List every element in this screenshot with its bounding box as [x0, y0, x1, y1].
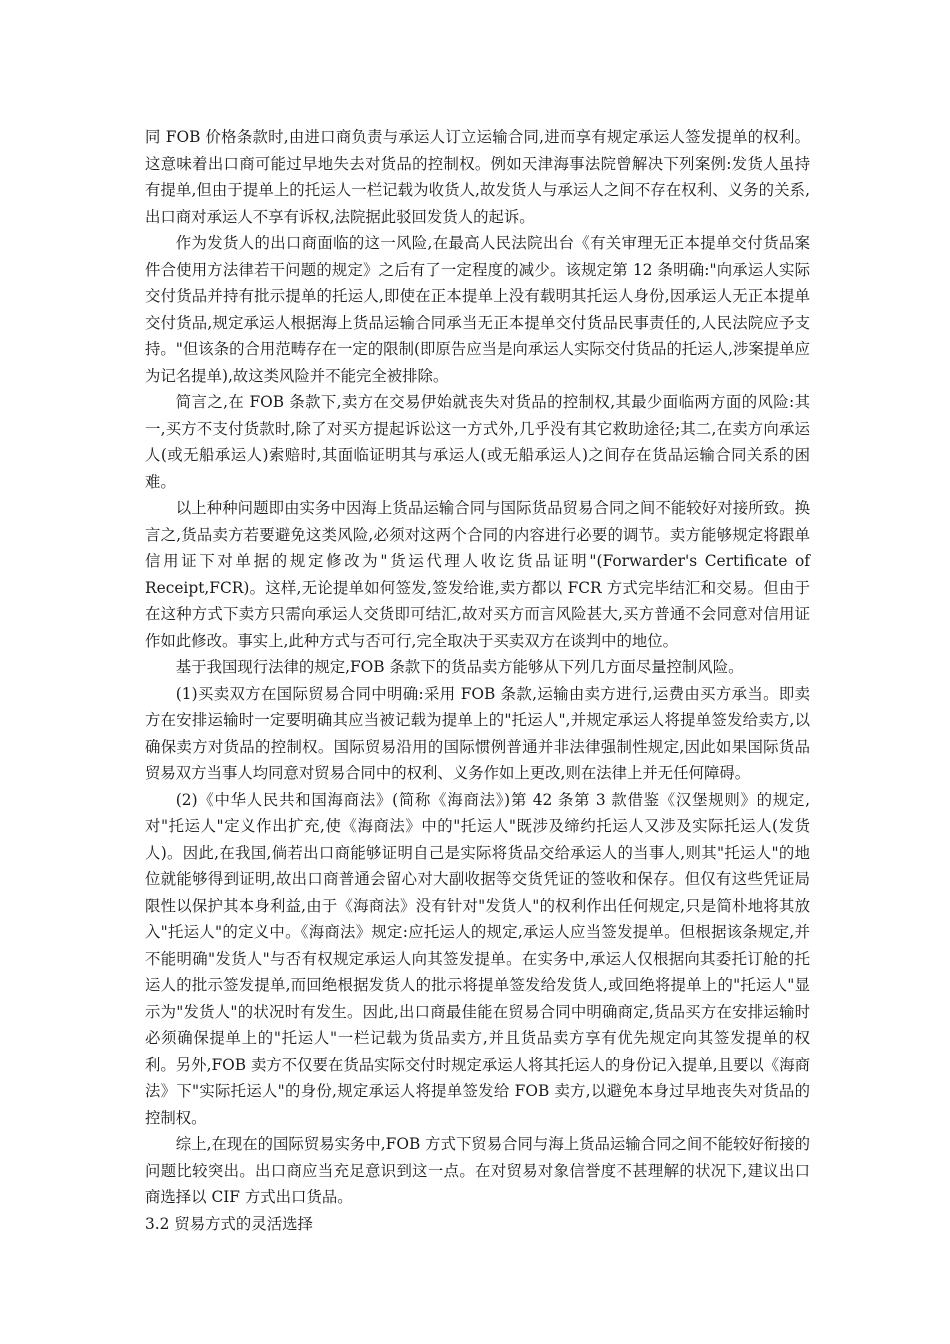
paragraph-fob-summary: 简言之,在 FOB 条款下,卖方在交易伊始就丧失对货品的控制权,其最少面临两方面的风险:其一,买方不支付货款时,除了对买方提起诉讼这一方式外,几乎没有其它救助途径;其二,在卖方向承运人(或无船承运人)索赔时,其面临证明其与承运人(或无船承运人)之间存在货品运输合同关系的困难。: [145, 393, 810, 491]
paragraph-risk-control-intro: 基于我国现行法律的规定,FOB 条款下的货品卖方能够从下列几方面尽量控制风险。: [175, 658, 744, 676]
paragraph-contract-mismatch: 以上种种问题即由实务中因海上货品运输合同与国际货品贸易合同之间不能较好对接所致。换言之,货品卖方若要避免这类风险,必须对这两个合同的内容进行必要的调节。卖方能够规定将跟单信用证下对单据的规定修改为"货运代理人收讫货品证明"(Forwarder's Certificate of Receipt,FCR)。这样,无论提单如何签发,签发给谁,卖方都以 FCR 方式完毕结汇和交易。但由于在这种方式下卖方只需向承运人交货即可结汇,故对买方而言风险甚大,买方普通不会同意对信用证作如此修改。事实上,此种方式与否可行,完全取决于买卖双方在谈判中的地位。: [145, 499, 810, 650]
paragraph-fob-continuation: 同 FOB 价格条款时,由进口商负责与承运人订立运输合同,进而享有规定承运人签发提单的权利。这意味着出口商可能过早地失去对货品的控制权。例如天津海事法院曾解决下列案例:发货人虽持有提单,但由于提单上的托运人一栏记载为收货人,故发货人与承运人之间不存在权利、义务的关系,出口商对承运人不享有诉权,法院据此驳回发货人的起诉。: [145, 128, 810, 226]
paragraph-shipper-risk: 作为发货人的出口商面临的这一风险,在最高人民法院出台《有关审理无正本提单交付货品案件合使用方法律若干问题的规定》之后有了一定程度的减少。该规定第 12 条明确:"向承运人实际交付货品并持有批示提单的托运人,即使在正本提单上没有载明其托运人身份,因承运人无正本提单交付货品,规定承运人根据海上货品运输合同承当无正本提单交付货品民事责任的,人民法院应予支持。"但该条的合用范畴存在一定的限制(即原告应当是向承运人实际交付货品的托运人,涉案提单应为记名提单),故这类风险并不能完全被排除。: [145, 234, 810, 385]
paragraph-conclusion: 综上,在现在的国际贸易实务中,FOB 方式下贸易合同与海上货品运输合同之间不能较好衔接的问题比较突出。出口商应当充足意识到这一点。在对贸易对象信誉度不甚理解的状况下,建议出口商选择以 CIF 方式出口货品。: [145, 1135, 810, 1206]
document-body: [145, 124, 810, 1237]
section-heading: 3.2 贸易方式的灵活选择: [145, 1214, 313, 1233]
paragraph-measure-2: (2)《中华人民共和国海商法》(简称《海商法》)第 42 条第 3 款借鉴《汉堡规则》的规定,对"托运人"定义作出扩充,使《海商法》中的"托运人"既涉及缔约托运人又涉及实际托运人(发货人)。因此,在我国,倘若出口商能够证明自己是实际将货品交给承运人的当事人,则其"托运人"的地位就能够得到证明,故出口商普通会留心对大副收据等交货凭证的签收和保存。但仅有这些凭证局限性以保护其本身利益,由于《海商法》没有针对"发货人"的权利作出任何规定,只是简朴地将其放入"托运人"的定义中。《海商法》规定:应托运人的规定,承运人应当签发提单。但根据该条规定,并不能明确"发货人"与否有权规定承运人向其签发提单。在实务中,承运人仅根据向其委托订舱的托运人的批示签发提单,而回绝根据发货人的批示将提单签发给发货人,或回绝将提单上的"托运人"显示为"发货人"的状况时有发生。因此,出口商最佳能在贸易合同中明确商定,货品买方在安排运输时必须确保提单上的"托运人"一栏记载为货品卖方,并且货品卖方享有优先规定向其签发提单的权利。另外,FOB 卖方不仅要在货品实际交付时规定承运人将其托运人的身份记入提单,且要以《海商法》下"实际托运人"的身份,规定承运人将提单签发给 FOB 卖方,以避免本身过早地丧失对货品的控制权。: [145, 790, 810, 1127]
paragraph-measure-1: (1)买卖双方在国际贸易合同中明确:采用 FOB 条款,运输由卖方进行,运费由买方承当。即卖方在安排运输时一定要明确其应当被记载为提单上的"托运人",并规定承运人将提单签发给卖方,以确保卖方对货品的控制权。国际贸易沿用的国际惯例普通并非法律强制性规定,因此如果国际货品贸易双方当事人均同意对贸易合同中的权利、义务作如上更改,则在法律上并无任何障碍。: [145, 684, 810, 782]
